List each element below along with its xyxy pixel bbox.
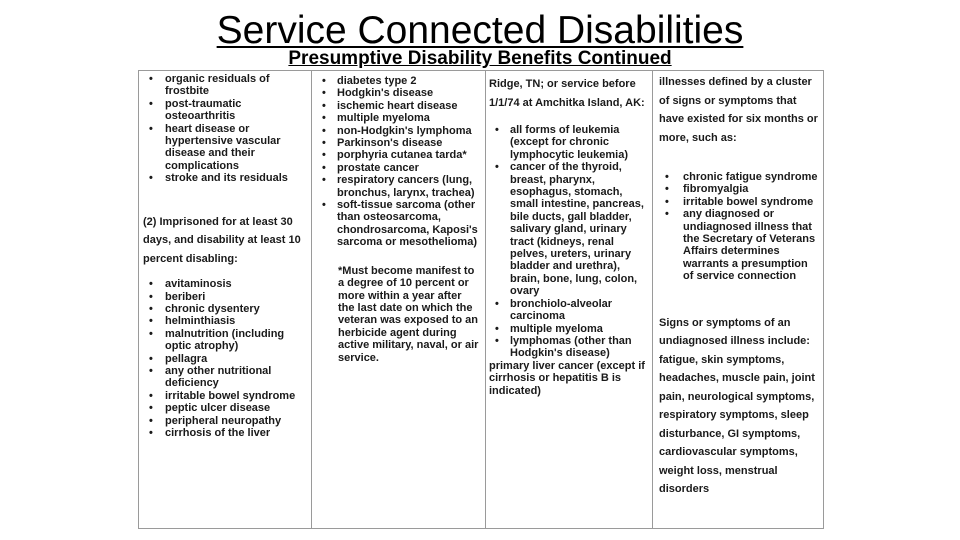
list-item: • organic residuals of frostbite [143, 73, 307, 98]
list-item: • chronic fatigue syndrome [659, 171, 821, 183]
gulf-war-conditions-list [659, 171, 821, 283]
list-item: • peptic ulcer disease [143, 402, 307, 414]
list-item: • bronchiolo-alveolar carcinoma [489, 298, 648, 323]
list-item: • chronic dysentery [143, 303, 307, 315]
imprisoned-conditions-list [143, 278, 307, 439]
list-item: • irritable bowel syndrome [659, 196, 821, 208]
imprisoned-heading: (2) Imprisoned for at least 30 days, and disability at least 10 percent disabling: [143, 215, 301, 265]
list-item: • multiple myeloma [316, 112, 481, 124]
list-item: • malnutrition (including optic atrophy) [143, 328, 307, 353]
presumptive-conditions-table [138, 70, 824, 529]
list-item: • respiratory cancers (lung, bronchus, larynx, trachea) [316, 174, 481, 199]
list-item: • stroke and its residuals [143, 172, 307, 184]
list-item: • irritable bowel syndrome [143, 390, 307, 402]
list-item: • avitaminosis [143, 278, 307, 290]
list-item: • all forms of leukemia (except for chronic lymphocytic leukemia) [489, 124, 648, 161]
radiation-conditions-list [489, 124, 648, 360]
list-item: • peripheral neuropathy [143, 415, 307, 427]
undiagnosed-illness-text: Signs or symptoms of an undiagnosed illness include: fatigue, skin symptoms, headaches, muscle pain, joint pain, neurological symptoms, respiratory symptoms, sleep disturbance, GI symptoms, cardiovascular symptoms, weight loss, menstrual disorders [659, 316, 815, 496]
column-agent-orange-conditions [311, 71, 485, 528]
page-title: Service Connected Disabilities [216, 9, 744, 52]
list-item: • heart disease or hypertensive vascular disease and their complications [143, 123, 307, 173]
column-gulf-war-conditions [652, 71, 824, 528]
list-item: • cirrhosis of the liver [143, 427, 307, 439]
radiation-intro: Ridge, TN; or service before 1/1/74 at Amchitka Island, AK: [489, 78, 645, 109]
list-item: • Parkinson's disease [316, 137, 481, 149]
footnote: *Must become manifest to a degree of 10 percent or more within a year after the last date on which the veteran was exposed to an herbicide agent during active military, naval, or air service. [338, 264, 479, 364]
list-item: • soft-tissue sarcoma (other than osteosarcoma, chondrosarcoma, Kaposi's sarcoma or mesothelioma) [316, 199, 481, 249]
list-item: • lymphomas (other than Hodgkin's disease) [489, 335, 648, 360]
herbicide-conditions-list [316, 75, 481, 249]
column-radiation-conditions [485, 71, 652, 528]
pow-conditions-list [143, 73, 307, 185]
list-item: • cancer of the thyroid, breast, pharynx, esophagus, stomach, small intestine, pancreas, bile ducts, gall bladder, salivary gland, urinary tract (kidneys, renal pelves, ureters, urinary bladder and urethra), brain, bone, lung, colon, ovary [489, 161, 648, 297]
list-item: • pellagra [143, 353, 307, 365]
list-item: • non-Hodgkin's lymphoma [316, 125, 481, 137]
list-item: • any diagnosed or undiagnosed illness that the Secretary of Veterans Affairs determines warrants a presumption of service connection [659, 208, 821, 282]
list-item: • any other nutritional deficiency [143, 365, 307, 390]
list-item: • beriberi [143, 291, 307, 303]
list-item: • porphyria cutanea tarda* [316, 149, 481, 161]
list-item: • multiple myeloma [489, 323, 648, 335]
liver-cancer-text: primary liver cancer (except if cirrhosis or hepatitis B is indicated) [489, 359, 645, 397]
list-item: • post-traumatic osteoarthritis [143, 98, 307, 123]
list-item: • ischemic heart disease [316, 100, 481, 112]
list-item: • Hodgkin's disease [316, 87, 481, 99]
page-subtitle: Presumptive Disability Benefits Continued [288, 48, 672, 69]
gulf-war-intro: illnesses defined by a cluster of signs or symptoms that have existed for six months or more, such as: [659, 76, 818, 144]
list-item: • diabetes type 2 [316, 75, 481, 87]
list-item: • prostate cancer [316, 162, 481, 174]
list-item: • helminthiasis [143, 315, 307, 327]
list-item: • fibromyalgia [659, 183, 821, 195]
column-pow-conditions [139, 71, 311, 528]
